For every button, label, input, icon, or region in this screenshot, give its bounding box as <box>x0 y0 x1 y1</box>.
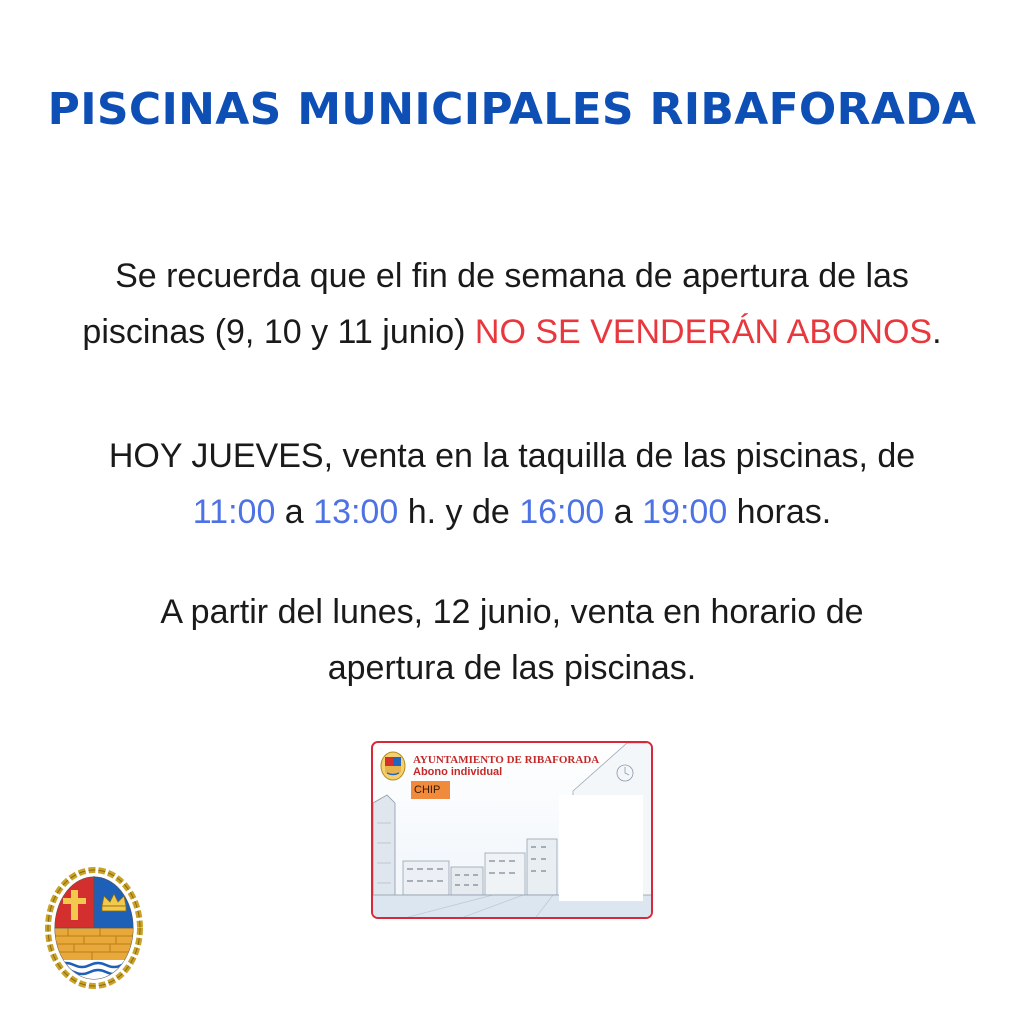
page-title: PISCINAS MUNICIPALES RIBAFORADA <box>47 84 977 135</box>
notice-period: . <box>932 313 942 351</box>
notice-line-1: Se recuerda que el fin de semana de apertura de las <box>115 257 909 295</box>
time-end-morning: 13:00 <box>313 493 399 531</box>
notice-today-hours <box>0 428 1024 540</box>
notice-no-passes <box>0 248 1024 360</box>
hours-suffix: horas. <box>727 493 832 531</box>
card-photo-placeholder <box>559 795 643 901</box>
no-passes-warning: NO SE VENDERÁN ABONOS <box>474 313 933 351</box>
ribaforada-coat-of-arms-icon <box>44 866 144 990</box>
today-line-1: HOY JUEVES, venta en la taquilla de las piscinas, de <box>108 437 916 475</box>
card-chip-label: CHIP <box>411 781 450 799</box>
notice-line-2: piscinas (9, 10 y 11 junio) <box>82 313 475 351</box>
notice-from-monday <box>0 584 1024 696</box>
time-separator: a <box>275 493 314 531</box>
time-separator: a <box>604 493 643 531</box>
pass-card-image <box>371 741 653 919</box>
time-end-afternoon: 19:00 <box>642 493 728 531</box>
card-title: AYUNTAMIENTO DE RIBAFORADA <box>413 754 600 766</box>
time-start-morning: 11:00 <box>192 493 276 531</box>
time-start-afternoon: 16:00 <box>519 493 605 531</box>
card-subtitle: Abono individual <box>413 766 503 778</box>
time-separator: h. y de <box>398 493 520 531</box>
monday-line-2: apertura de las piscinas. <box>327 649 697 687</box>
card-coat-of-arms-icon <box>380 751 406 781</box>
monday-line-1: A partir del lunes, 12 junio, venta en horario de <box>160 593 864 631</box>
